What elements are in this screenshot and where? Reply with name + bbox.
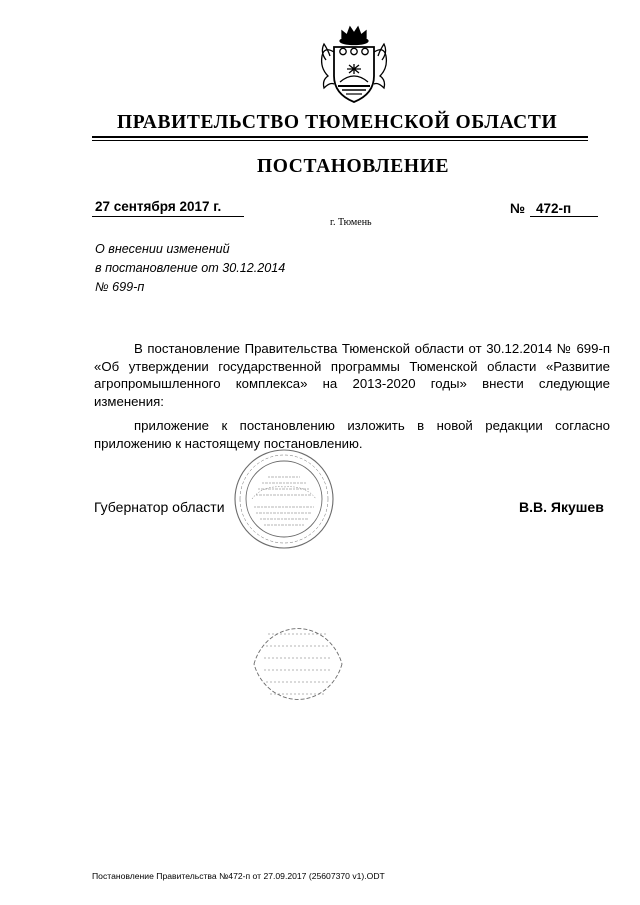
registration-stamp-icon <box>232 445 336 553</box>
number-underline <box>530 216 598 217</box>
government-title: ПРАВИТЕЛЬСТВО ТЮМЕНСКОЙ ОБЛАСТИ <box>117 112 558 133</box>
seal-imprint-icon <box>246 564 350 764</box>
document-body <box>94 340 610 453</box>
subject-line: № 699-п <box>95 280 145 294</box>
signer-name: В.В. Якушев <box>519 499 604 515</box>
document-subject <box>95 240 285 297</box>
document-number: 472-п <box>536 201 572 216</box>
footer-reference: Постановление Правительства №472-п от 27.09.2017 (25607370 v1).ODT <box>92 871 385 881</box>
title-divider <box>92 136 588 138</box>
body-paragraph: приложение к постановлению изложить в новой редакции согласно приложению к настоящему постановлению. <box>94 418 610 451</box>
subject-line: в постановление от 30.12.2014 <box>95 261 286 275</box>
signer-title: Губернатор области <box>94 499 225 515</box>
subject-line: О внесении изменений <box>95 242 230 256</box>
date-underline <box>92 216 244 217</box>
document-type: ПОСТАНОВЛЕНИЕ <box>257 156 450 177</box>
coat-of-arms-icon <box>316 22 392 108</box>
title-divider-thin <box>92 140 588 141</box>
document-date: 27 сентября 2017 г. <box>95 199 222 214</box>
body-paragraph: В постановление Правительства Тюменской области от 30.12.2014 № 699-п «Об утверждении государственной программы Тюменской области «Развитие агропромышленного комплекса» на 2013-2020 годы» внести следующие изменения: <box>94 341 610 409</box>
document-number-label: № <box>510 201 526 216</box>
document-city: г. Тюмень <box>330 217 372 228</box>
